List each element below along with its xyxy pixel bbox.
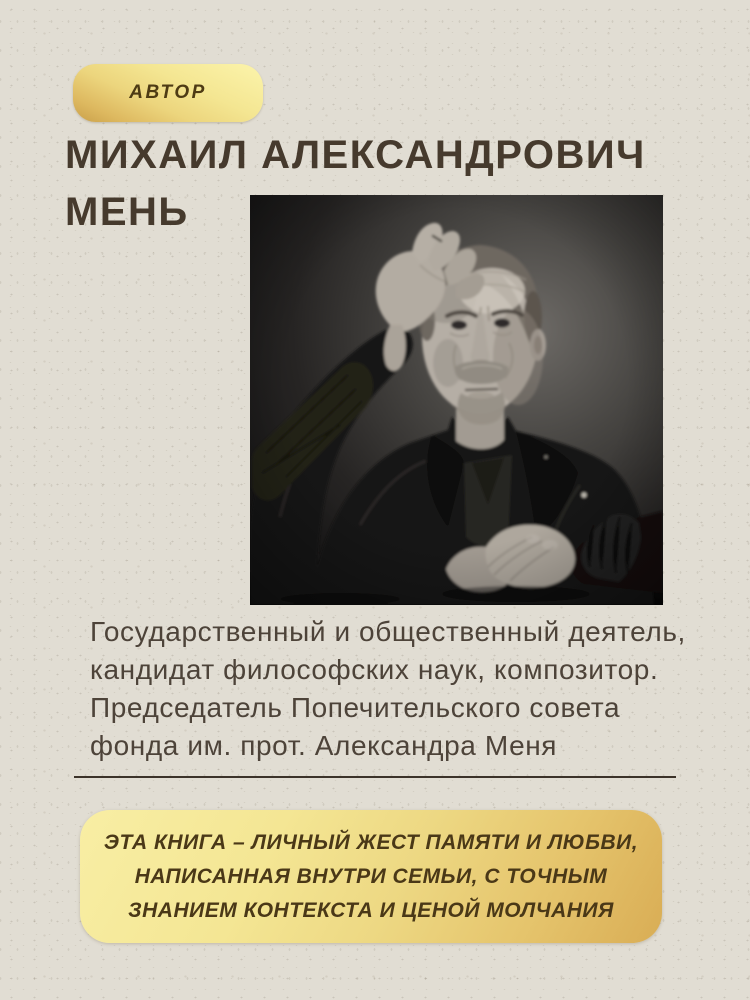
- book-quote-line-2: НАПИСАННАЯ ВНУТРИ СЕМЬИ, С ТОЧНЫМ: [134, 864, 608, 888]
- portrait-illustration: [250, 195, 663, 605]
- author-badge-label: АВТОР: [129, 82, 207, 103]
- book-quote-line-1: ЭТА КНИГА – ЛИЧНЫЙ ЖЕСТ ПАМЯТИ И ЛЮБВИ,: [103, 830, 639, 854]
- author-bio-line-1: Государственный и общественный деятель,: [90, 616, 686, 647]
- author-name-line-2: МЕНЬ: [65, 190, 189, 234]
- author-bio: [90, 613, 690, 765]
- author-bio-line-2: кандидат философских наук, композитор.: [90, 654, 659, 685]
- author-badge: [73, 64, 263, 122]
- book-quote-line-3: ЗНАНИЕМ КОНТЕКСТА И ЦЕНОЙ МОЛЧАНИЯ: [128, 898, 614, 922]
- book-quote-box: [80, 810, 662, 943]
- author-bio-line-4: фонда им. прот. Александра Меня: [90, 730, 558, 761]
- portrait-photo: [250, 195, 663, 605]
- author-name-line-1: МИХАИЛ АЛЕКСАНДРОВИЧ: [65, 133, 646, 177]
- author-bio-line-3: Председатель Попечительского совета: [90, 692, 621, 723]
- divider-line: [74, 776, 676, 778]
